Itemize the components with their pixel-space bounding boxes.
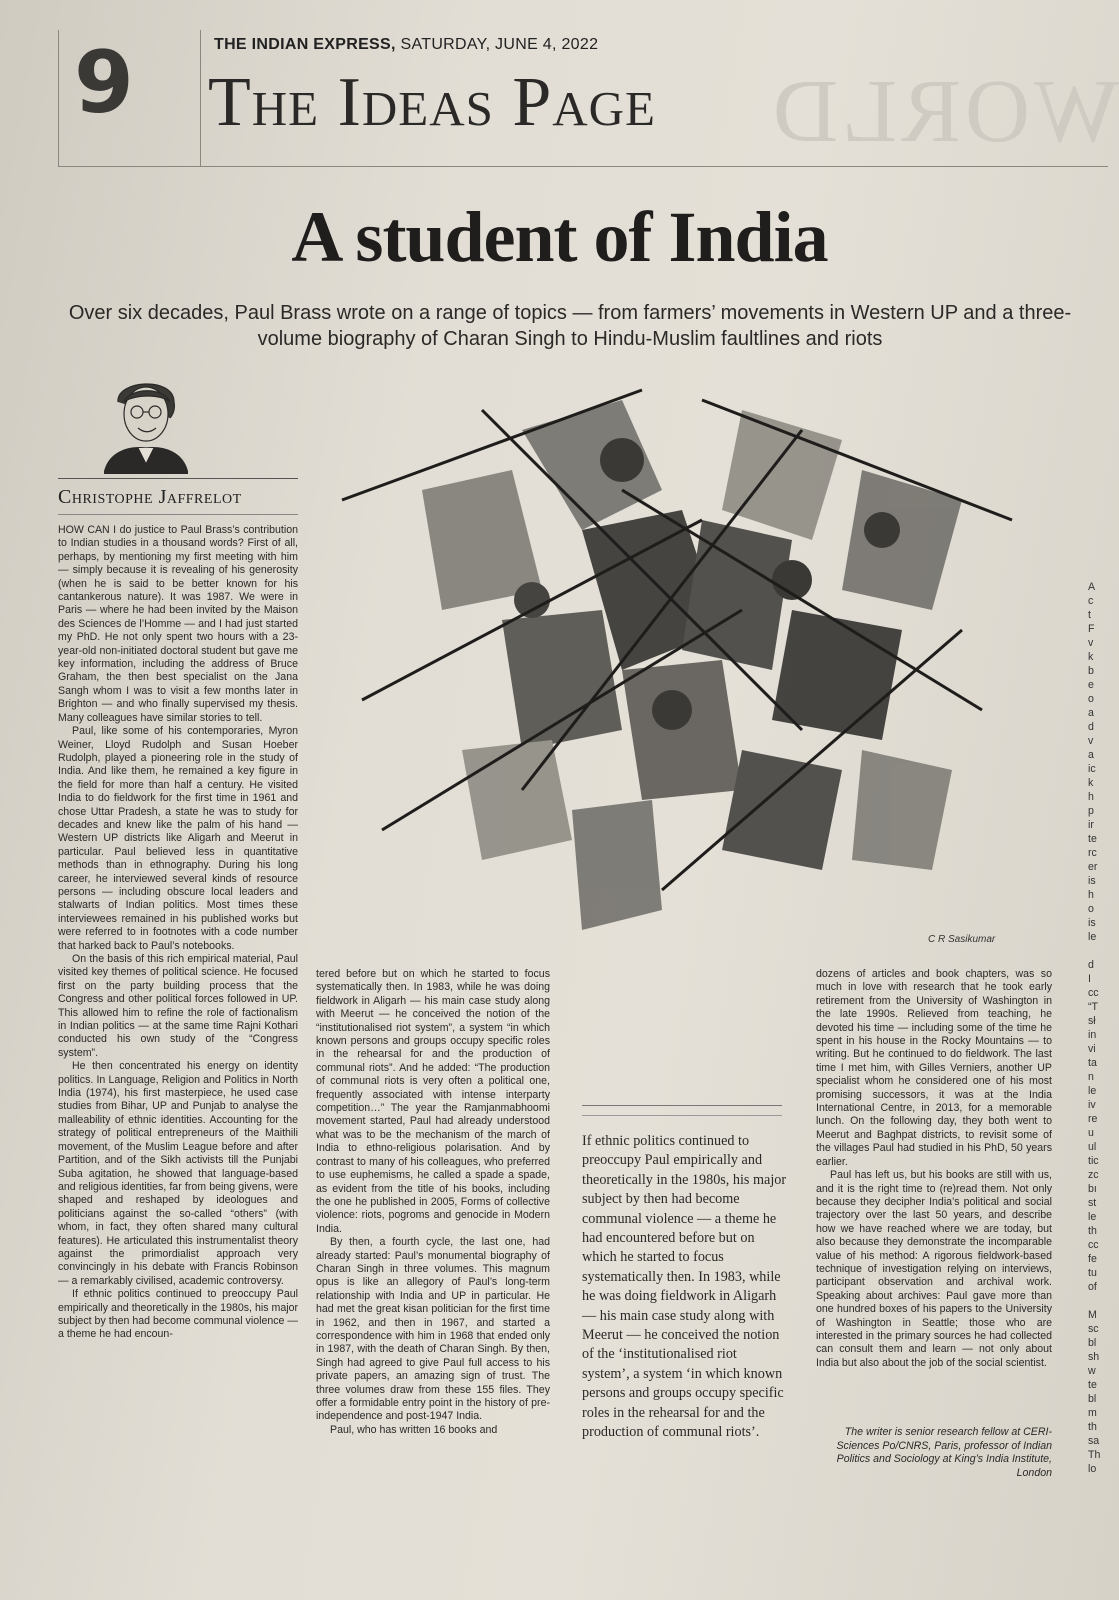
masthead-date: SATURDAY, JUNE 4, 2022 <box>400 36 599 53</box>
strip-fragment: ir <box>1088 819 1094 831</box>
paragraph: Paul, who has written 16 books and <box>330 1423 498 1436</box>
pullquote-rule-top <box>582 1105 782 1106</box>
byline-rule-bottom <box>58 514 298 515</box>
strip-fragment: tic <box>1088 1155 1099 1167</box>
strip-fragment: k <box>1088 777 1094 789</box>
strip-fragment: lo <box>1088 1463 1097 1475</box>
strip-fragment: sc <box>1088 1323 1099 1335</box>
strip-fragment: p <box>1088 805 1094 817</box>
paragraph: Paul, like some of his contemporaries, Myron Weiner, Lloyd Rudolph and Susan Hoeber Rudolph, played a pioneering role in the study of India. And like them, he remained a key figure in the field for more than half a century. He visited India to do fieldwork for the first time in 1961 and chose Uttar Pradesh, a state he was to study for decades and knew like the palm of his hand — Western UP districts like Aligarh and Meerut in particular. Paul believed less in quantitative methods than in ethnography. During his long career, he interviewed several kinds of resource persons — including obscure local leaders and stalwarts of Indian politics. Most times these interviewees remained in his published works but were referred to in footnotes with a code number that harked back to Paul’s notebooks. <box>58 725 298 952</box>
paragraph: HOW CAN I do justice to Paul Brass’s contribution to Indian studies in a thousand words? First of all, perhaps, by mentioning my first meeting with him — simply because it is revealing of his generosity (when he is said to be better known for his cantankerous nature). It was 1987. We were in Paris — where he had been invited by the Maison des Sciences de l’Homme — and I had just started my PhD. He not only spent two hours with a 23-year-old non-initiated doctoral student but gave me key information, including the address of Bruce Graham, the then best specialist on the Jana Sangh whom I was to visit a few months later in Brighton — and who finally supervised my thesis. Many colleagues have similar stories to tell. <box>58 524 298 724</box>
strip-fragment: k <box>1088 651 1094 663</box>
strip-fragment: o <box>1088 693 1094 705</box>
strip-fragment <box>1088 944 1118 958</box>
paragraph: He then concentrated his energy on identity politics. In Language, Religion and Politics in North India (1974), his first masterpiece, he used case studies from Bihar, UP and Punjab to analyse the malleability of ethnic identities. Accounting for the strategy of political entrepreneurs of the Maithili movement, of the Muslim League before and after Partition, and of the Sikh activists till the Punjabi Suba agitation, he showed that language-based and religious identities, far from being givens, were shaped and reshaped by ideologues and politicians against the so-called “others” (with whom, in fact, they often shared many cultural features). He articulated this instrumentalist theory against the primordialist approach very convincingly in his debate with Francis Robinson — a remarkably civilised, academic controversy. <box>58 1060 298 1287</box>
strip-fragment: e <box>1088 679 1094 691</box>
strip-fragment: h <box>1088 791 1094 803</box>
strip-fragment: m <box>1088 1407 1097 1419</box>
strip-fragment: “T <box>1088 1001 1098 1013</box>
strip-fragment <box>1088 1294 1118 1308</box>
strip-fragment: bl <box>1088 1393 1097 1405</box>
strip-fragment: is <box>1088 875 1096 887</box>
strip-fragment: ul <box>1088 1141 1097 1153</box>
byline: Christophe Jaffrelot <box>58 486 242 508</box>
strip-fragment: re <box>1088 1113 1098 1125</box>
paragraph: On the basis of this rich empirical material, Paul visited key themes of political science. He focused first on the party building process that the Congress and other political forces followed in UP. This allowed him to refine the role of factionalism in Indian politics — at the same time Rajni Kothari conducted his own study of the “Congress system”. <box>58 953 298 1059</box>
pullquote: If ethnic politics continued to preoccupy Paul empirically and theoretically in the 1980s, his major subject by then had become communal violence — a theme he had encountered before but on which he started to focus systematically then. In 1983, while he was doing fieldwork in Aligarh — his main case study along with Meerut — he conceived the notion of the ‘institutionalised riot system’, a system ‘in which known persons and groups occupy specific roles in the rehearsal for and the production of communal riots’. <box>582 1133 787 1441</box>
strip-fragment: st <box>1088 1197 1097 1209</box>
byline-rule-top <box>58 478 298 479</box>
paragraph: tered before but on which he started to focus systematically then. In 1983, while he was doing fieldwork in Aligarh — his main case study along with Meerut — he conceived the notion of the “institutionalised riot system”, a system “in which known persons and groups occupy specific roles in the rehearsal for and the production of communal riots”. And he added: “The production of communal riots is very often a political one, frequently associated with intense interparty competition…” The year the Ramjanmabhoomi movement started, Paul had already understood what was to be the mechanism of the march of India to ethno-religious polarisation. And by contrast to many of his colleagues, who preferred to use euphemisms, he called a spade a spade, as evident from the title of his books, including the one he published in 2005, Forms of collective violence: riots, pogroms and genocide in Modern India. <box>316 968 550 1235</box>
strip-fragment: d <box>1088 959 1094 971</box>
author-portrait <box>104 372 188 474</box>
masthead-divider <box>200 30 201 166</box>
masthead-divider-left <box>58 30 59 166</box>
strip-fragment: zc <box>1088 1169 1099 1181</box>
paragraph: By then, a fourth cycle, the last one, had already started: Paul’s monumental biography of Charan Singh in three volumes. This magnum opus is like an allegory of Paul’s long-term relationship with India and UP in particular. He had met the great kisan politician for the first time in 1962, and then in 1967, and started a correspondence with him in 1968 that ended only in 1987, with the death of Charan Singh. By then, Singh had agreed to give Paul full access to his private papers, an amazing sign of trust. The three volumes draw from these 155 files. They offer a formidable entry point in the history of pre-independence and post-1947 India. <box>316 1236 550 1423</box>
paragraph: Paul has left us, but his books are still with us, and it is the right time to (re)read them. Not only because they decipher India’s political and social trajectory over the last 50 years, and describe how we have reached where we are today, but also because they demonstrate the incomparable value of his method: A rigorous fieldwork-based technique of investigation relying on interviews, participant observation and archival work. Speaking about archives: Paul gave more than one hundred boxes of his papers to the University of Washington in Seattle; those who are interested in the primary sources he had collected can consult them and learn — not only about India but also about the job of the social scientist. <box>816 1169 1052 1369</box>
strip-fragment: te <box>1088 1379 1097 1391</box>
strip-fragment: a <box>1088 749 1094 761</box>
adjacent-column-strip <box>1088 580 1118 1476</box>
strip-fragment: er <box>1088 861 1098 873</box>
author-note: The writer is senior research fellow at CERI-Sciences Po/CNRS, Paris, professor of Indian Politics and Sociology at King’s India Institute, London <box>836 1426 1052 1479</box>
strip-fragment: ta <box>1088 1057 1097 1069</box>
strip-fragment: bı <box>1088 1183 1097 1195</box>
strip-fragment: u <box>1088 1127 1094 1139</box>
strip-fragment: cc <box>1088 987 1099 999</box>
strip-fragment: th <box>1088 1225 1097 1237</box>
masthead-rule <box>58 166 1108 167</box>
strip-fragment: F <box>1088 623 1095 635</box>
strip-fragment: A <box>1088 581 1096 593</box>
strip-fragment: sh <box>1088 1351 1100 1363</box>
illustration-credit: C R Sasikumar <box>928 934 996 945</box>
strip-fragment: th <box>1088 1421 1097 1433</box>
strip-fragment: tu <box>1088 1267 1097 1279</box>
strip-fragment: M <box>1088 1309 1097 1321</box>
masthead-paper: THE INDIAN EXPRESS, <box>214 36 396 53</box>
masthead <box>214 36 598 54</box>
strip-fragment: in <box>1088 1029 1097 1041</box>
strip-fragment: ic <box>1088 763 1096 775</box>
strip-fragment: le <box>1088 1211 1097 1223</box>
strip-fragment: n <box>1088 1071 1094 1083</box>
illustration <box>322 370 1022 950</box>
strip-fragment: b <box>1088 665 1094 677</box>
strip-fragment: sa <box>1088 1435 1100 1447</box>
strip-fragment: v <box>1088 637 1094 649</box>
strip-fragment: rc <box>1088 847 1097 859</box>
strip-fragment: a <box>1088 707 1094 719</box>
strip-fragment: d <box>1088 721 1094 733</box>
page-number: 9 <box>74 33 134 133</box>
pullquote-rule <box>582 1115 782 1116</box>
strip-fragment: c <box>1088 595 1094 607</box>
strip-fragment: sł <box>1088 1015 1096 1027</box>
strip-fragment: le <box>1088 931 1097 943</box>
strip-fragment: iv <box>1088 1099 1096 1111</box>
strip-fragment: I <box>1088 973 1091 985</box>
standfirst: Over six decades, Paul Brass wrote on a range of topics — from farmers’ movements in Western UP and a three-volume biography of Charan Singh to Hindu-Muslim faultlines and riots <box>68 302 1072 350</box>
strip-fragment: bl <box>1088 1337 1097 1349</box>
strip-fragment: of <box>1088 1281 1097 1293</box>
article-column-4 <box>816 968 1052 1370</box>
headline: A student of India <box>291 197 828 277</box>
strip-fragment: is <box>1088 917 1096 929</box>
strip-fragment: h <box>1088 889 1094 901</box>
paragraph: If ethnic politics continued to preoccupy Paul empirically and theoretically in the 1980s, his major subject by then had become communal violence — a theme he had encoun- <box>58 1288 298 1341</box>
strip-fragment: le <box>1088 1085 1097 1097</box>
illustration-shapes <box>422 400 962 930</box>
strip-fragment: Th <box>1088 1449 1101 1461</box>
strip-fragment: vi <box>1088 1043 1096 1055</box>
strip-fragment: v <box>1088 735 1094 747</box>
article-column-2 <box>316 968 550 1437</box>
strip-fragment: fe <box>1088 1253 1097 1265</box>
show-through-text: WORLD <box>769 62 1119 161</box>
strip-fragment: te <box>1088 833 1097 845</box>
strip-fragment: t <box>1088 609 1091 621</box>
strip-fragment: o <box>1088 903 1094 915</box>
strip-fragment: w <box>1088 1365 1096 1377</box>
strip-fragment: cc <box>1088 1239 1099 1251</box>
article-column-1 <box>58 524 298 1342</box>
page-title: The Ideas Page <box>208 64 656 141</box>
paragraph: dozens of articles and book chapters, was so much in love with research that he took early retirement from the University of Washington in the late 1990s. Relieved from teaching, he devoted his time — including some of the time he spent in his house in the Rocky Mountains — to writing. But he continued to do fieldwork. The last time I met him, with Gilles Verniers, another UP specialist whom he considered one of his most promising successors, it was at the India International Centre, in 2013, for a memorable lunch. On the following day, they both went to Meerut and Baghpat districts, to revisit some of the villages Paul had studied in his PhD, 50 years earlier. <box>816 968 1052 1168</box>
